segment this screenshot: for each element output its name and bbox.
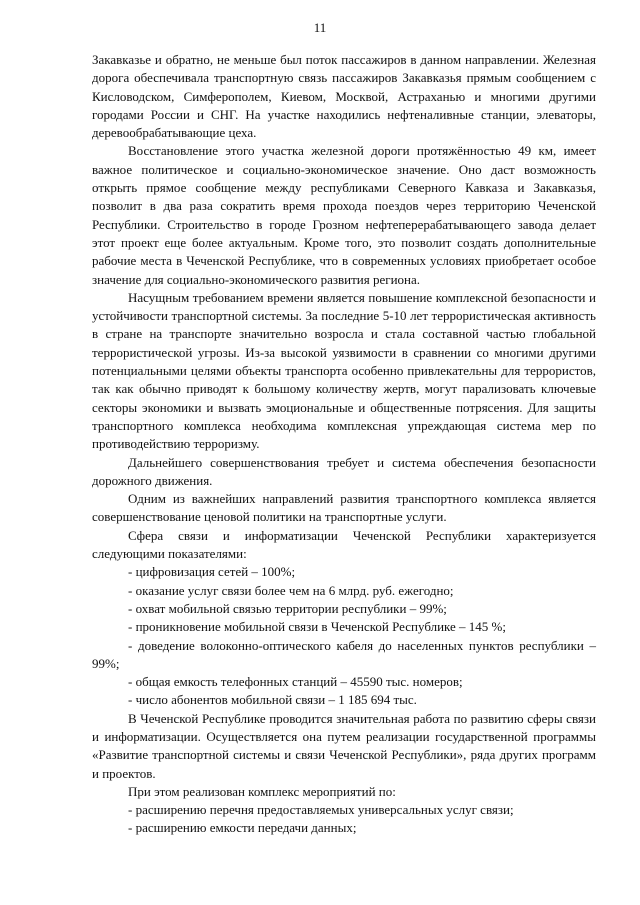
list-item: - охват мобильной связью территории республики – 99%; — [128, 600, 447, 616]
paragraph: В Чеченской Республике проводится значительная работа по развитию сферы связи и информатизации. Осуществляется она путем реализации государственной программы «Развитие транспортной системы и связи Чеченской Республики», ряда других программ и проектов. — [92, 710, 596, 781]
indicators-list — [92, 563, 596, 709]
list-item: - общая емкость телефонных станций – 45590 тыс. номеров; — [128, 674, 463, 690]
list-item: - число абонентов мобильной связи – 1 185 694 тыс. — [128, 692, 417, 708]
list-item: - доведение волоконно-оптического кабеля до населенных пунктов республики – 99%; — [92, 637, 596, 671]
document-body — [92, 51, 596, 838]
paragraph: Одним из важнейших направлений развития транспортного комплекса является совершенствование ценовой политики на транспортные услуги. — [92, 491, 596, 525]
list-item: - расширению емкости передачи данных; — [128, 820, 357, 836]
page-number: 11 — [313, 20, 327, 35]
paragraph: Восстановление этого участка железной дороги протяжённостью 49 км, имеет важное политическое и социально-экономическое значение. Оно даст возможность открыть прямое сообщение между республиками Северного Кавказа и Закавказья, позволит в два раза сократить время прохода поездов через территорию Чеченской Республики. Строительство в городе Грозном нефтеперерабатывающего завода делает этот проект еще более актуальным. Кроме того, это позволит создать дополнительные рабочие места в Чеченской Республике, что в современных условиях приобретает особое значение для социально-экономического развития региона. — [92, 143, 596, 287]
paragraph: Закавказье и обратно, не меньше был поток пассажиров в данном направлении. Железная дорога обеспечивала транспортную связь пассажиров Закавказья прямым сообщением с Кисловодском, Симферополем, Киевом, Москвой, Астраханью и многими другими городами России и СНГ. На участке находились нефтеналивные станции, элеваторы, деревообрабатывающие цеха. — [92, 52, 596, 141]
paragraph: Дальнейшего совершенствования требует и система обеспечения безопасности дорожного движения. — [92, 454, 596, 488]
paragraph: При этом реализован комплекс мероприятий по: — [128, 783, 396, 799]
list-item: - расширению перечня предоставляемых универсальных услуг связи; — [128, 802, 514, 818]
paragraph: Насущным требованием времени является повышение комплексной безопасности и устойчивости транспортной системы. За последние 5-10 лет террористическая активность в стране на транспорте значительно возросла и стала составной частью глобальной террористической угрозы. Из-за высокой уязвимости в сравнении со многими другими потенциальными целями объекты транспорта особенно привлекательны для террористов, так как обычно приводят к большому количеству жертв, могут парализовать ключевые секторы экономики и вызвать эмоциональные и общественные потрясения. Для защиты транспортного комплекса необходима комплексная упреждающая система мер по противодействию терроризму. — [92, 289, 596, 452]
paragraph: Сфера связи и информатизации Чеченской Республики характеризуется следующими показателями: — [92, 527, 596, 562]
list-item: - цифровизация сетей – 100%; — [128, 564, 296, 580]
list-item: - оказание услуг связи более чем на 6 млрд. руб. ежегодно; — [128, 582, 454, 598]
measures-list — [92, 801, 596, 838]
list-item: - проникновение мобильной связи в Чеченской Республике – 145 %; — [128, 619, 507, 635]
